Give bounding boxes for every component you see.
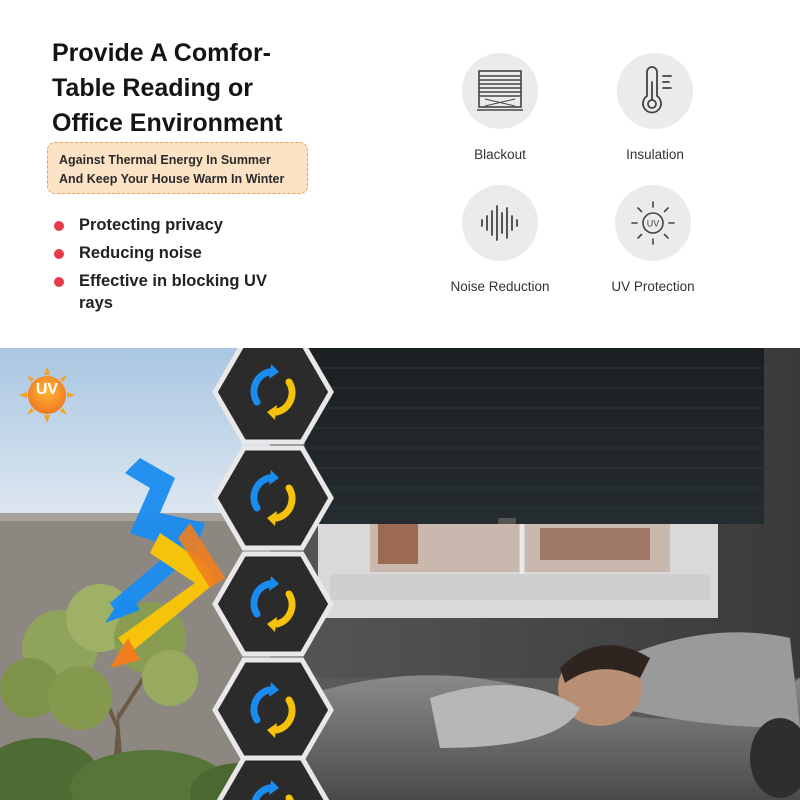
- thermometer-icon: [617, 53, 693, 129]
- uv-badge-label: UV: [35, 381, 59, 398]
- benefit-item: [52, 270, 282, 314]
- headline: Provide A Comfor- Table Reading or Office Environment: [52, 39, 283, 137]
- thermal-badge: [47, 142, 308, 194]
- benefit-text: Effective in blocking UV rays: [79, 272, 267, 312]
- feature-label: UV Protection: [611, 279, 695, 294]
- benefit-text: Reducing noise: [79, 244, 202, 262]
- feature-label: Blackout: [474, 147, 526, 162]
- benefit-list: [52, 214, 282, 320]
- feature-label: Insulation: [626, 147, 684, 162]
- product-scene: [0, 348, 800, 800]
- blackout-icon: [462, 53, 538, 129]
- benefit-item: [52, 214, 282, 236]
- feature-noise-reduction: [425, 185, 575, 294]
- bullet-dot-icon: [54, 277, 64, 287]
- feature-insulation: [580, 53, 730, 162]
- svg-text:UV: UV: [646, 218, 660, 229]
- feature-label: Noise Reduction: [450, 279, 550, 294]
- bullet-dot-icon: [54, 249, 64, 259]
- benefit-text: Protecting privacy: [79, 216, 223, 234]
- cellular-shade: [305, 348, 764, 524]
- feature-uv-protection: [578, 185, 728, 294]
- bullet-dot-icon: [54, 221, 64, 231]
- feature-blackout: [425, 53, 575, 162]
- badge-line-2: And Keep Your House Warm In Winter: [59, 172, 285, 186]
- info-panel: [0, 0, 800, 348]
- benefit-item: [52, 242, 282, 264]
- badge-line-1: Against Thermal Energy In Summer: [59, 153, 271, 167]
- scene-illustration: [0, 348, 800, 800]
- window: [318, 518, 718, 618]
- uv-sun-icon: [615, 185, 691, 261]
- shade-handle: [498, 518, 516, 524]
- sound-wave-icon: [462, 185, 538, 261]
- insulation-hexagon-column: [215, 348, 331, 800]
